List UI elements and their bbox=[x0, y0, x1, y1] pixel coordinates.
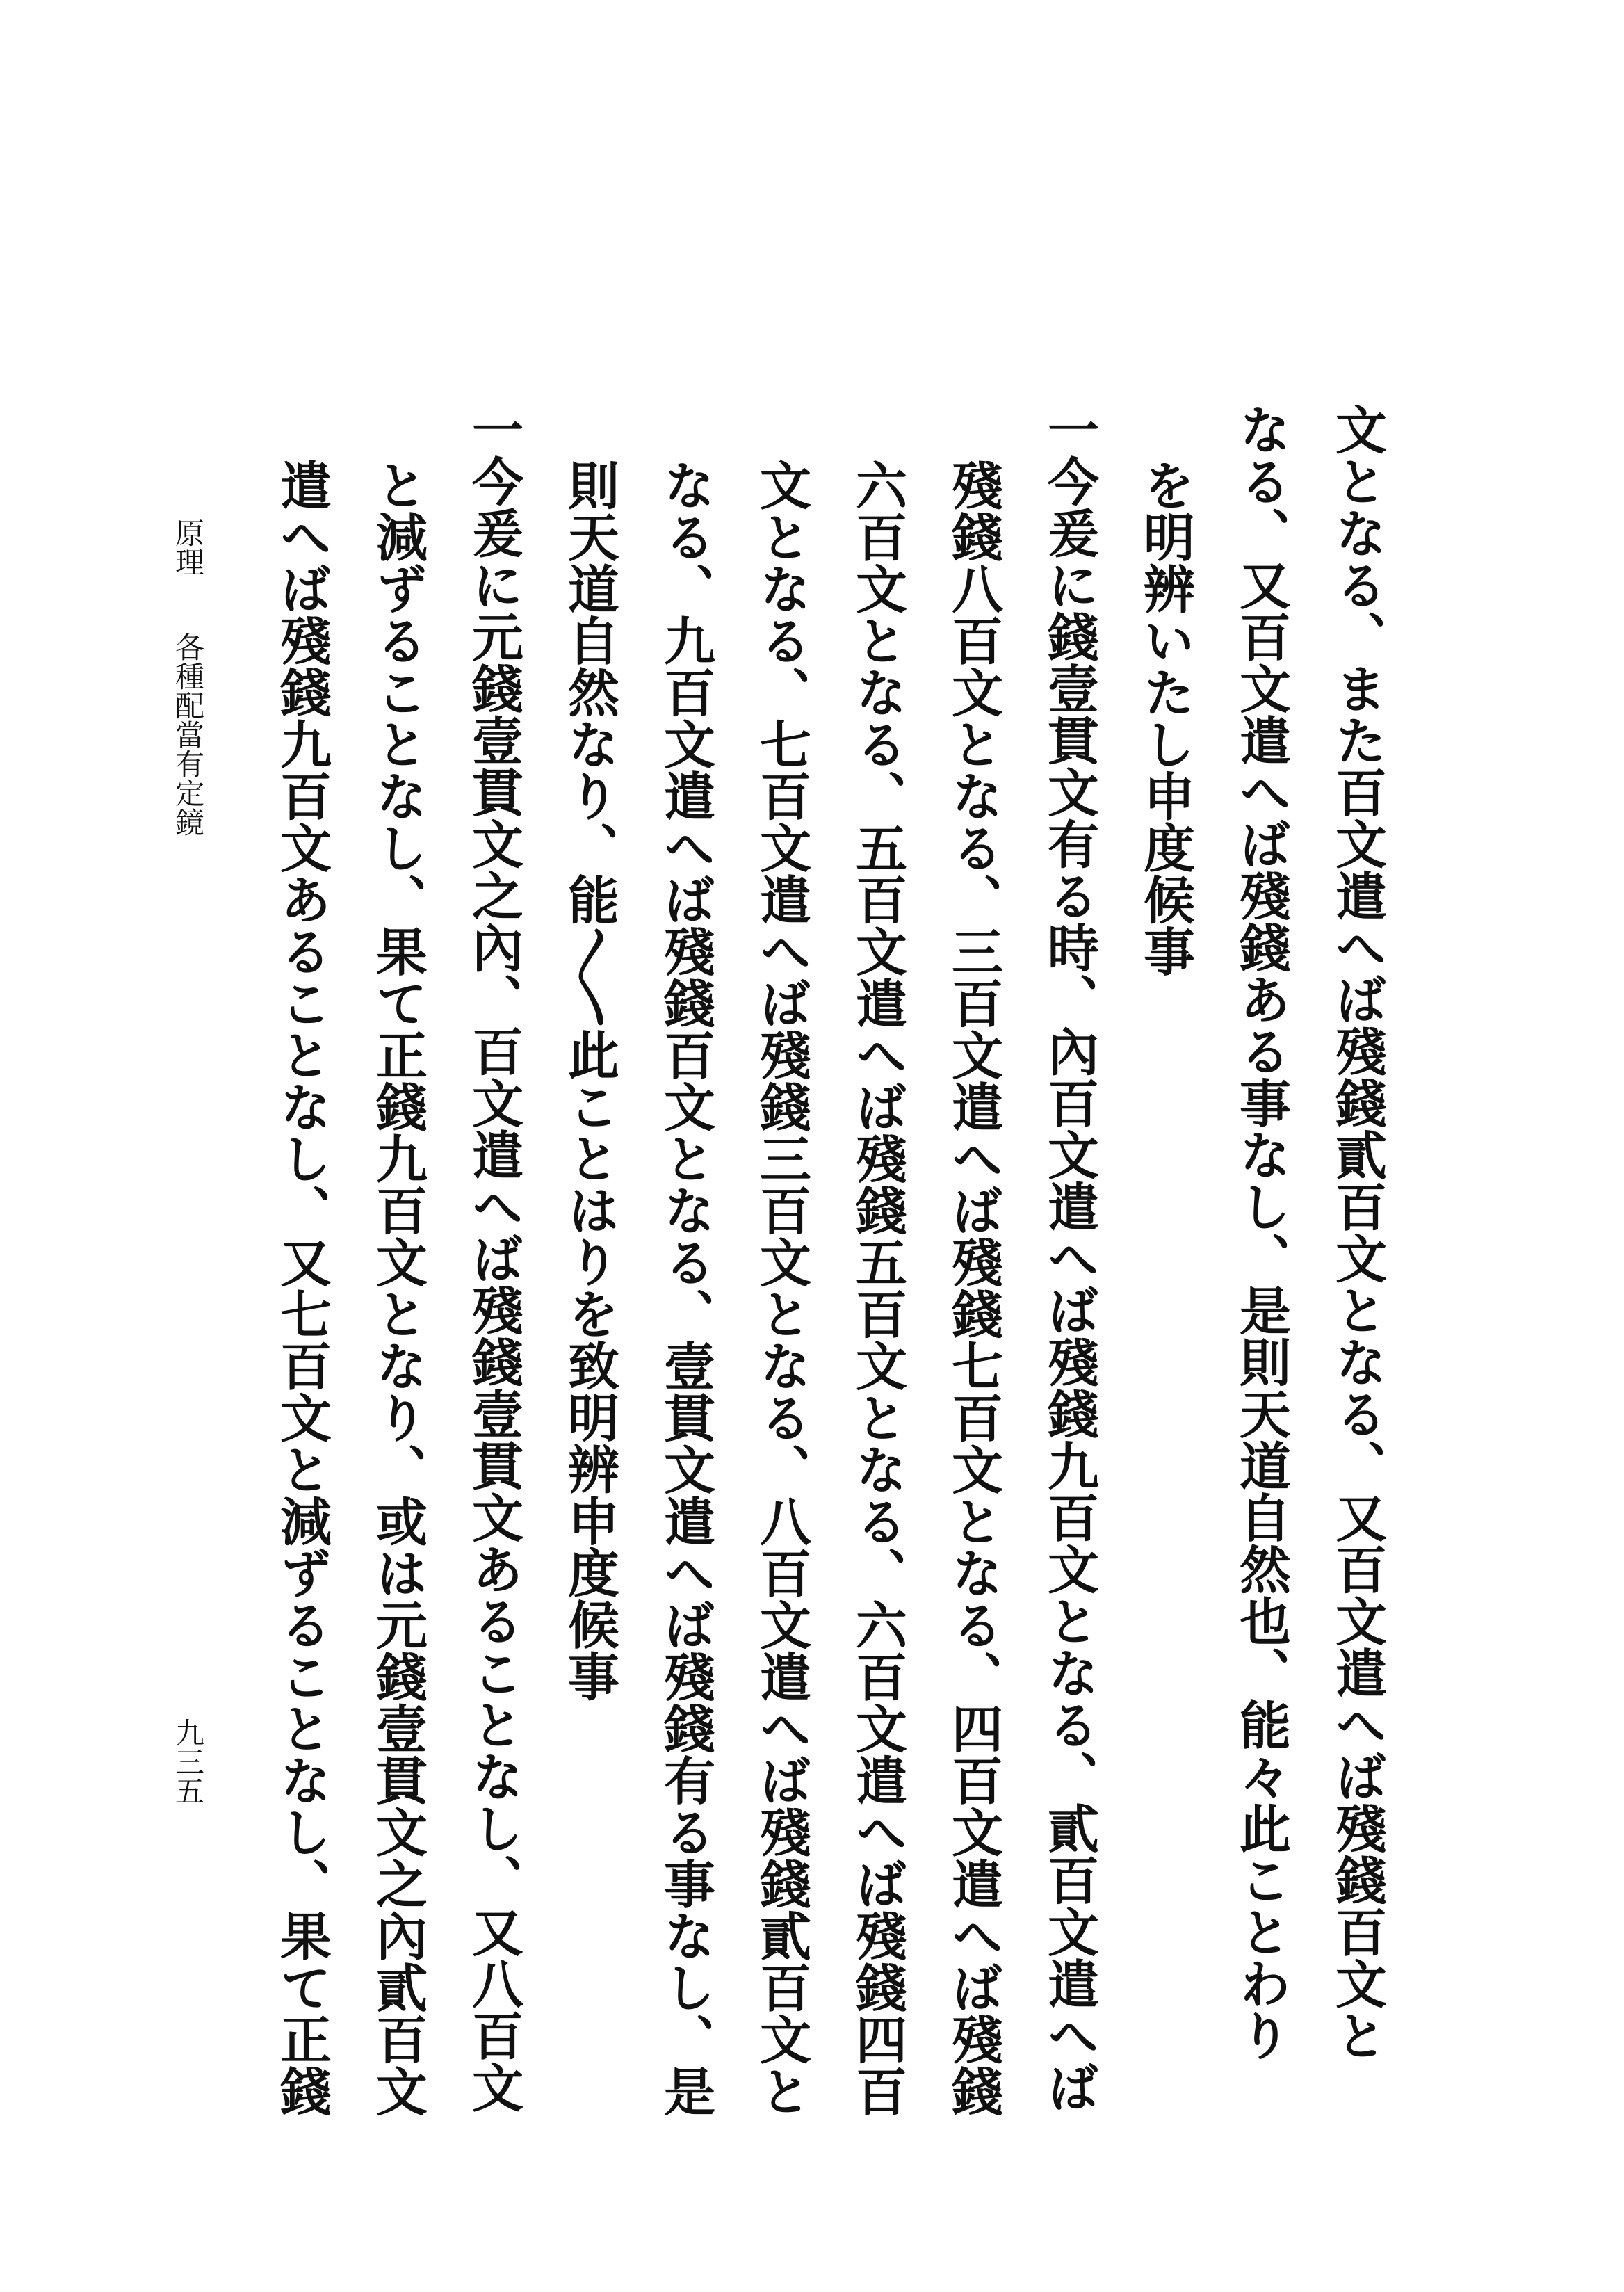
text-line-8: なる、九百文遣へば殘錢百文となる、壹貫文遣へば殘錢有る事なし、是 bbox=[656, 459, 715, 2117]
text-line-7: 文となる、七百文遣へば殘錢三百文となる、八百文遣へば殘錢貳百文と bbox=[752, 459, 811, 2117]
text-line-11: と減ずることなし、果て正錢九百文となり、或は元錢壹貫文之內貳百文 bbox=[368, 459, 428, 2117]
text-line-12: 遣へば殘錢九百文あることなし、又七百文と減ずることなし、果て正錢 bbox=[272, 459, 332, 2117]
text-line-2: なる、又百文遣へば殘錢ある事なし、是則天道自然也、能々此ことわり bbox=[1231, 403, 1291, 2061]
text-line-5: 殘錢八百文となる、三百文遣へば殘錢七百文となる、四百文遣へば殘錢 bbox=[943, 459, 1003, 2117]
text-line-9: 則天道自然なり、能〳〵此ことはりを致明辨申度候事 bbox=[560, 459, 619, 1702]
running-head-title: 各種配當有定鏡 bbox=[171, 632, 205, 837]
body-text bbox=[264, 403, 1395, 2142]
running-head-section: 原理 bbox=[171, 518, 205, 576]
text-line-3: を明辨いたし申度候事 bbox=[1135, 459, 1195, 977]
text-line-10: 一今爰に元錢壹貫文之內、百文遣へば殘錢壹貫文あることなし、又八百文 bbox=[464, 403, 523, 2113]
running-head bbox=[167, 518, 209, 837]
text-line-6: 六百文となる、五百文遣へば殘錢五百文となる、六百文遣へば殘錢四百 bbox=[847, 459, 907, 2117]
page-number: 九三五 bbox=[171, 1718, 205, 1805]
text-line-4: 一今爰に錢壹貫文有る時、內百文遣へば殘錢九百文となる、貳百文遣へば bbox=[1039, 403, 1099, 2113]
text-line-1: 文となる、また百文遣へば殘錢貳百文となる、又百文遣へば殘錢百文と bbox=[1327, 403, 1387, 2061]
